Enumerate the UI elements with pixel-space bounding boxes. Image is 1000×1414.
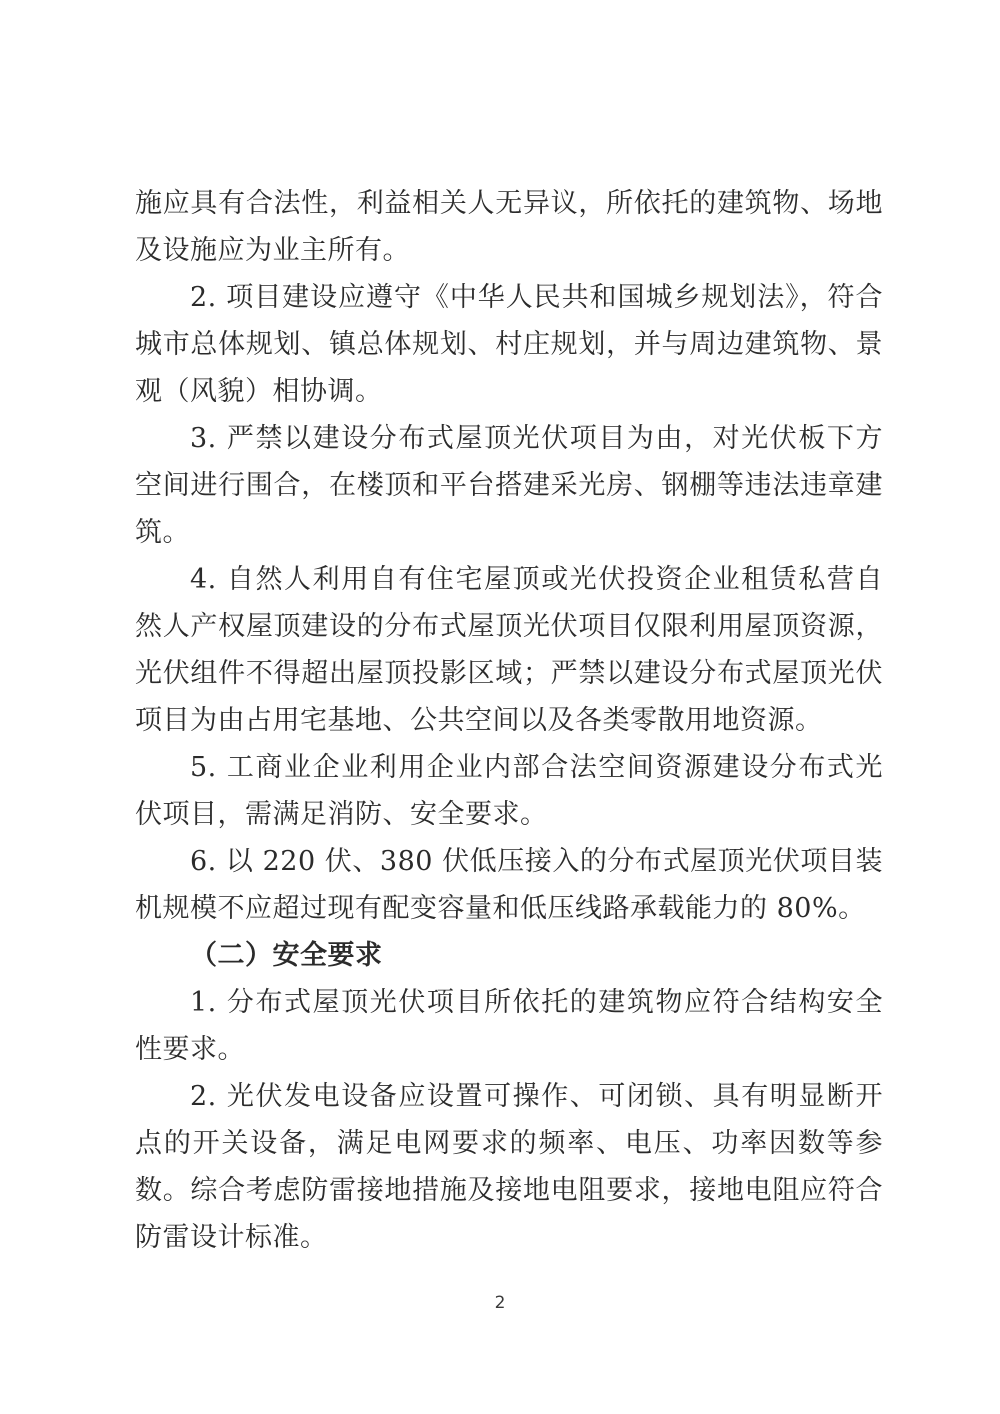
paragraph-item-4: 4. 自然人利用自有住宅屋顶或光伏投资企业租赁私营自然人产权屋顶建设的分布式屋顶光伏项目仅限利用屋顶资源，光伏组件不得超出屋顶投影区域；严禁以建设分布式屋顶光伏项目为由占用宅基地、公共空间以及各类零散用地资源。 (135, 564, 883, 736)
paragraph-item-2: 2. 项目建设应遵守《中华人民共和国城乡规划法》，符合城市总体规划、镇总体规划、村庄规划，并与周边建筑物、景观（风貌）相协调。 (135, 282, 883, 407)
document-body (135, 180, 883, 1261)
paragraph-item-5: 5. 工商业企业利用企业内部合法空间资源建设分布式光伏项目，需满足消防、安全要求。 (135, 752, 883, 830)
paragraph-item-6: 6. 以 220 伏、380 伏低压接入的分布式屋顶光伏项目装机规模不应超过现有配变容量和低压线路承载能力的 80%。 (135, 846, 883, 924)
paragraph-item-3: 3. 严禁以建设分布式屋顶光伏项目为由，对光伏板下方空间进行围合，在楼顶和平台搭建采光房、钢棚等违法违章建筑。 (135, 423, 883, 548)
section-heading-safety-requirements: （二）安全要求 (190, 940, 383, 971)
page-number: 2 (494, 1293, 506, 1313)
paragraph-continuation: 施应具有合法性，利益相关人无异议，所依托的建筑物、场地及设施应为业主所有。 (135, 188, 883, 266)
paragraph-safety-1: 1. 分布式屋顶光伏项目所依托的建筑物应符合结构安全性要求。 (135, 987, 883, 1065)
paragraph-safety-2: 2. 光伏发电设备应设置可操作、可闭锁、具有明显断开点的开关设备，满足电网要求的频率、电压、功率因数等参数。综合考虑防雷接地措施及接地电阻要求，接地电阻应符合防雷设计标准。 (135, 1081, 883, 1253)
